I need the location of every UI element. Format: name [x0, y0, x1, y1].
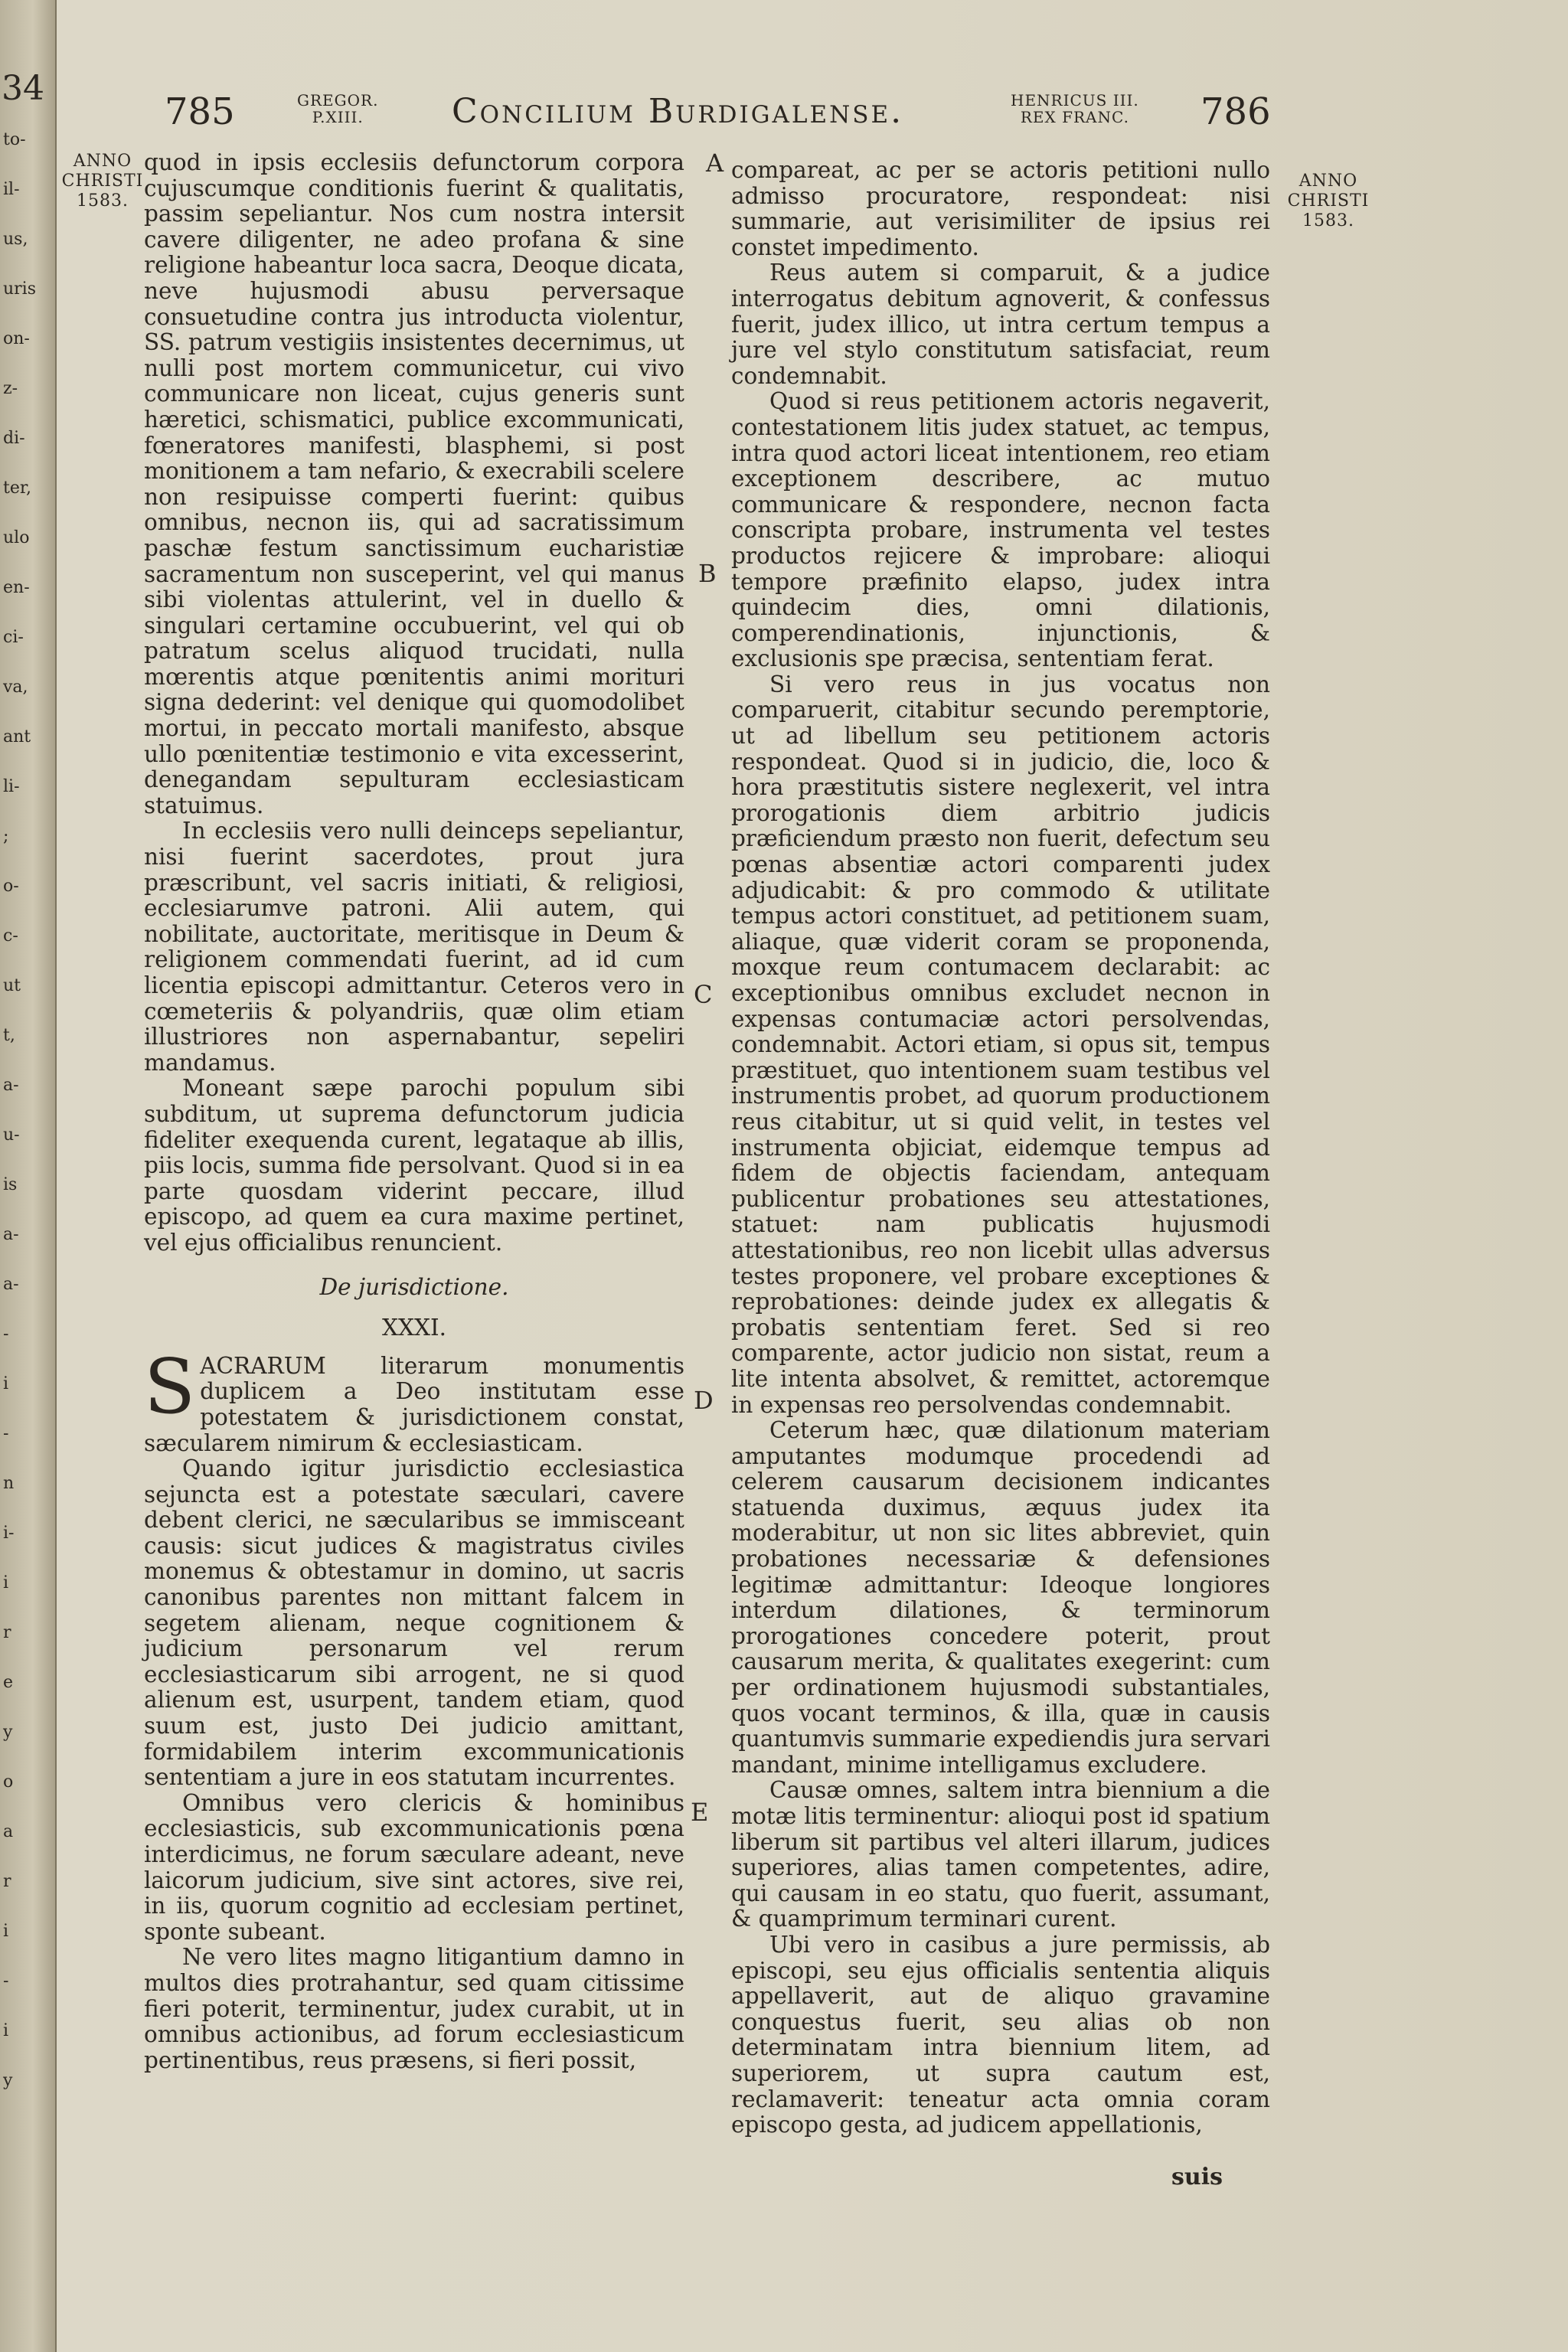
left-paragraph-2: In ecclesiis vero nulli deinceps sepeliantur, nisi fuerint sacerdotes, prout jura præscribunt, vel sacris initiati, & religiosi, ecclesiarumve patroni. Alii autem, qui nobilitate, auctoritate, meritisque in Deum & religionem commendati fuerint, ad id cum licentia episcopi admittantur. Ceteros vero in cœmeteriis & polyandriis, quæ olim etiam illustriores non aspernabantur, sepeliri mandamus. [144, 818, 684, 1076]
previous-page-fragment: i- [3, 1524, 15, 1543]
previous-page-fragment: va, [3, 678, 28, 697]
left-paragraph-1: quod in ipsis ecclesiis defunctorum corpora cujuscumque conditionis fuerint & qualitatis, passim sepeliantur. Nos cum nostra intersit cavere diligenter, ne adeo profana & sine religione habeantur loca sacra, Deoque dicata, neve hujusmodi abusu perversaque consuetudine contra jus introducta violentur, SS. patrum vestigiis insistentes decernimus, ut nulli post mortem communicetur, cui vivo communicare non liceat, cujus generis sunt hæretici, schismatici, publice excommunicati, fœneratores manifesti, blasphemi, si post monitionem a tam nefario, & execrabili scelere non resipuisse comperti fuerint: quibus omnibus, necnon iis, qui ad sacratissimum paschæ festum sanctissimum eucharistiæ sacramentum non susceperint, vel qui manus sibi violentas attulerint, vel in duello & singulari certamine occubuerint, vel qui ob patratum scelus aliquod trucidati, nulla mœrentis atque pœnitentis animi morituri signa dederint: vel denique qui quomodolibet mortui, in peccato mortali manifesto, absque ullo pœnitentiæ testimonio e vita excesserint, denegandam sepulturam ecclesiasticam statuimus. [144, 149, 684, 818]
left-column [144, 150, 684, 2073]
previous-page-fragment: en- [3, 578, 30, 597]
section-marker-d: D [694, 1386, 714, 1415]
right-column [731, 158, 1270, 2138]
left-paragraph-3: Moneant sæpe parochi populum sibi subditum, ut suprema defunctorum judicia fideliter exequenda curent, legataque ab illis, piis locis, summa fide persolvant. Quod si in ea parte quosdam viderint peccare, illud episcopo, ad quem ea cura maxime pertinet, vel ejus officialibus renuncient. [144, 1075, 684, 1256]
right-paragraph-3: Quod si reus petitionem actoris negaverit, contestationem litis judex statuet, ac tempus, intra quod actori liceat intentionem, reo etiam exceptionem describere, ac mutuo communicare & respondere, necnon facta conscripta probare, instrumenta vel testes productos rejicere & improbare: alioqui tempore præfinito elapso, judex intra quindecim dies, omni dilationis, comperendinationis, injunctionis, & exclusionis spe præcisa, sententiam ferat. [731, 388, 1270, 672]
previous-page-fragment: y [3, 1723, 13, 1742]
previous-page-fragment: a- [3, 1076, 19, 1095]
previous-page-fragment: il- [3, 180, 20, 199]
right-paragraph-5: Ceterum hæc, quæ dilationum materiam amputantes modumque procedendi ad celerem causarum decisionem indicantes statuenda duximus, æquus judex ita moderabitur, ut non sic lites abbreviet, quin probationes necessariæ & defensiones legitimæ admittantur: Ideoque longiores interdum dilationes, & terminorum prorogationes concedere poterit, prout causarum merita, & qualitates exegerint: cum per ordinationem hujusmodi substantiales, quos vocant terminos, & illa, quæ in causis quantumvis summarie expediendis jura servari mandant, minime intelligamus excludere. [731, 1417, 1270, 1778]
previous-page-fragment: li- [3, 777, 20, 796]
previous-page-fragment: on- [3, 329, 30, 348]
page-title: Concilium Burdigalense. [452, 92, 904, 131]
previous-page-number: 34 [2, 69, 44, 108]
previous-page-fragment: to- [3, 130, 26, 149]
previous-page-fragment: i [3, 1573, 9, 1592]
right-margin-year: ANNO CHRISTI 1583. [1287, 172, 1370, 230]
previous-page-fragment: ulo [3, 528, 30, 547]
drop-cap: S [144, 1343, 196, 1431]
previous-page-fragment: y [3, 2071, 13, 2090]
previous-page-fragment: o- [3, 877, 19, 896]
right-paragraph-2: Reus autem si comparuit, & a judice interrogatus debitum agnoverit, & confessus fuerit, judex illico, ut intra certum tempus a jure vel stylo constitutum satisfaciat, reum condemnabit. [731, 260, 1270, 389]
previous-page-fragment: di- [3, 429, 25, 448]
section-marker-a: A [706, 149, 724, 178]
previous-page-fragment: ant [3, 727, 31, 746]
previous-page-fragment: e [3, 1673, 14, 1692]
left-margin-year: ANNO CHRISTI 1583. [61, 152, 144, 211]
previous-page-fragment: - [3, 1325, 9, 1344]
previous-page-fragment: ter, [3, 479, 31, 498]
previous-page-fragment: ; [3, 827, 9, 846]
right-paragraph-7: Ubi vero in casibus a jure permissis, ab episcopi, seu ejus officialis sententia aliquis appellaverit, aut de aliquo gravamine conquestus fuerit, seu alias ob non determinatam intra biennium litem, ad superiorem, ut supra cautum est, reclamaverit: teneatur acta omnia coram episcopo gesta, ad judicem appellationis, [731, 1931, 1270, 2138]
previous-page-fragment: t, [3, 1026, 15, 1045]
left-page-number: 785 [165, 90, 235, 133]
chapter-number: XXXI. [381, 1315, 447, 1341]
section-marker-e: E [691, 1798, 709, 1827]
previous-page-fragment: uris [3, 279, 37, 299]
right-running-head: HENRICUS III. REX FRANC. [1011, 91, 1139, 126]
left-paragraph-5: Quando igitur jurisdictio ecclesiastica sejuncta est a potestate sæculari, cavere debent clerici, ne sæcularibus se immisceant causis: sicut judices & magistratus civiles monemus & obtestamur in domino, ut sacris canonibus parentes non mittant falcem in segetem alienam, neque cognitionem & judicium personarum vel rerum ecclesiasticarum sibi arrogent, ne si quod alienum est, usurpent, tandem etiam, quod suum est, justo Dei judicio amittant, formidabilem interim excommunicationis sententiam a jure in eos statutam incurrentes. [144, 1455, 684, 1791]
previous-page-fragment: n [3, 1474, 15, 1493]
previous-page-fragment: o [3, 1772, 14, 1792]
previous-page-fragment: us, [3, 230, 28, 249]
previous-page-fragment: i [3, 2021, 9, 2040]
previous-page-fragment: is [3, 1175, 18, 1194]
right-page-number: 786 [1200, 90, 1271, 133]
previous-page-fragment: i [3, 1374, 9, 1393]
section-heading: De jurisdictione. [319, 1273, 509, 1300]
previous-page-fragment: r [3, 1872, 11, 1891]
right-paragraph-1: compareat, ac per se actoris petitioni nullo admisso procuratore, respondeat: nisi summarie, aut verisimiliter de ipsius rei constet impedimento. [731, 157, 1270, 260]
section-marker-c: C [694, 980, 713, 1009]
left-paragraph-6: Omnibus vero clericis & hominibus ecclesiasticis, sub excommunicationis pœna interdicimus, ne forum sæculare adeant, neve laicorum judicium, sive sint actores, sive rei, in iis, quorum cognitio ad ecclesiam pertinet, sponte subeant. [144, 1789, 684, 1945]
previous-page-fragment: ci- [3, 628, 24, 647]
section-marker-b: B [698, 559, 717, 588]
left-paragraph-4: ACRARUM literarum monumentis duplicem a Deo institutam esse potestatem & jurisdictionem constat, sæcularem nimirum & ecclesiasticam. [144, 1352, 684, 1456]
right-paragraph-4: Si vero reus in jus vocatus non comparuerit, citabitur secundo peremptorie, ut ad libellum seu petitionem actoris respondeat. Quod si in judicio, die, loco & hora præstitutis sistere neglexerit, vel intra prorogationis diem arbitrio judicis præficiendum præsto non fuerit, defectum seu pœnas absentiæ actori comparenti judex adjudicabit: & pro commodo & utilitate tempus actori constituet, ad petitionem suam, aliaque, quæ viderit coram se proponenda, moxque reum contumacem declarabit: ac exceptionibus omnibus excludet necnon in expensas contumaciæ actori persolvendas, condemnabit. Actori etiam, si opus sit, tempus præstituet, quo intentionem suam testibus vel instrumentis probet, ad quorum productionem reus citabitur, ut si quid velit, in testes vel instrumenta objiciat, eidemque tempus ad fidem de objectis faciendam, antequam publicentur probationes seu attestationes, statuet: nam publicatis hujusmodi attestationibus, reo non licebit ullas adversus testes proponere, vel probare exceptiones & reprobationes: deinde judex ex allegatis & probatis sententiam feret. Sed si reo comparente, actor judicio non sistat, reum a lite intenta absolvet, & remittet, actoremque in expensas reo persolvendas condemnabit. [731, 671, 1270, 1418]
left-running-head: GREGOR. P.XIII. [297, 91, 379, 126]
catchword: suis [1171, 2164, 1223, 2190]
previous-page-edge [0, 0, 57, 2352]
previous-page-fragment: c- [3, 926, 18, 946]
previous-page-fragment: a [3, 1822, 14, 1841]
previous-page-fragment: - [3, 1971, 9, 1991]
previous-page-fragment: a- [3, 1275, 19, 1294]
previous-page-fragment: r [3, 1623, 11, 1642]
previous-page-fragment: i [3, 1922, 9, 1941]
previous-page-fragment: ut [3, 976, 21, 995]
left-paragraph-7: Ne vero lites magno litigantium damno in multos dies protrahantur, sed quam citissime fieri poterit, terminentur, judex curabit, ut in omnibus actionibus, ad forum ecclesiasticum pertinentibus, reus præsens, si fieri possit, [144, 1944, 684, 2073]
right-paragraph-6: Causæ omnes, saltem intra biennium a die motæ litis terminentur: alioqui post id spatium liberum sit partibus vel alteri illarum, judices superiores, alias tamen competentes, adire, qui causam in eo statu, quo fuerit, assumant, & quamprimum terminari curent. [731, 1777, 1270, 1932]
previous-page-fragment: u- [3, 1125, 20, 1145]
previous-page-fragment: - [3, 1424, 9, 1443]
previous-page-fragment: z- [3, 379, 18, 398]
previous-page-fragment: a- [3, 1225, 19, 1244]
